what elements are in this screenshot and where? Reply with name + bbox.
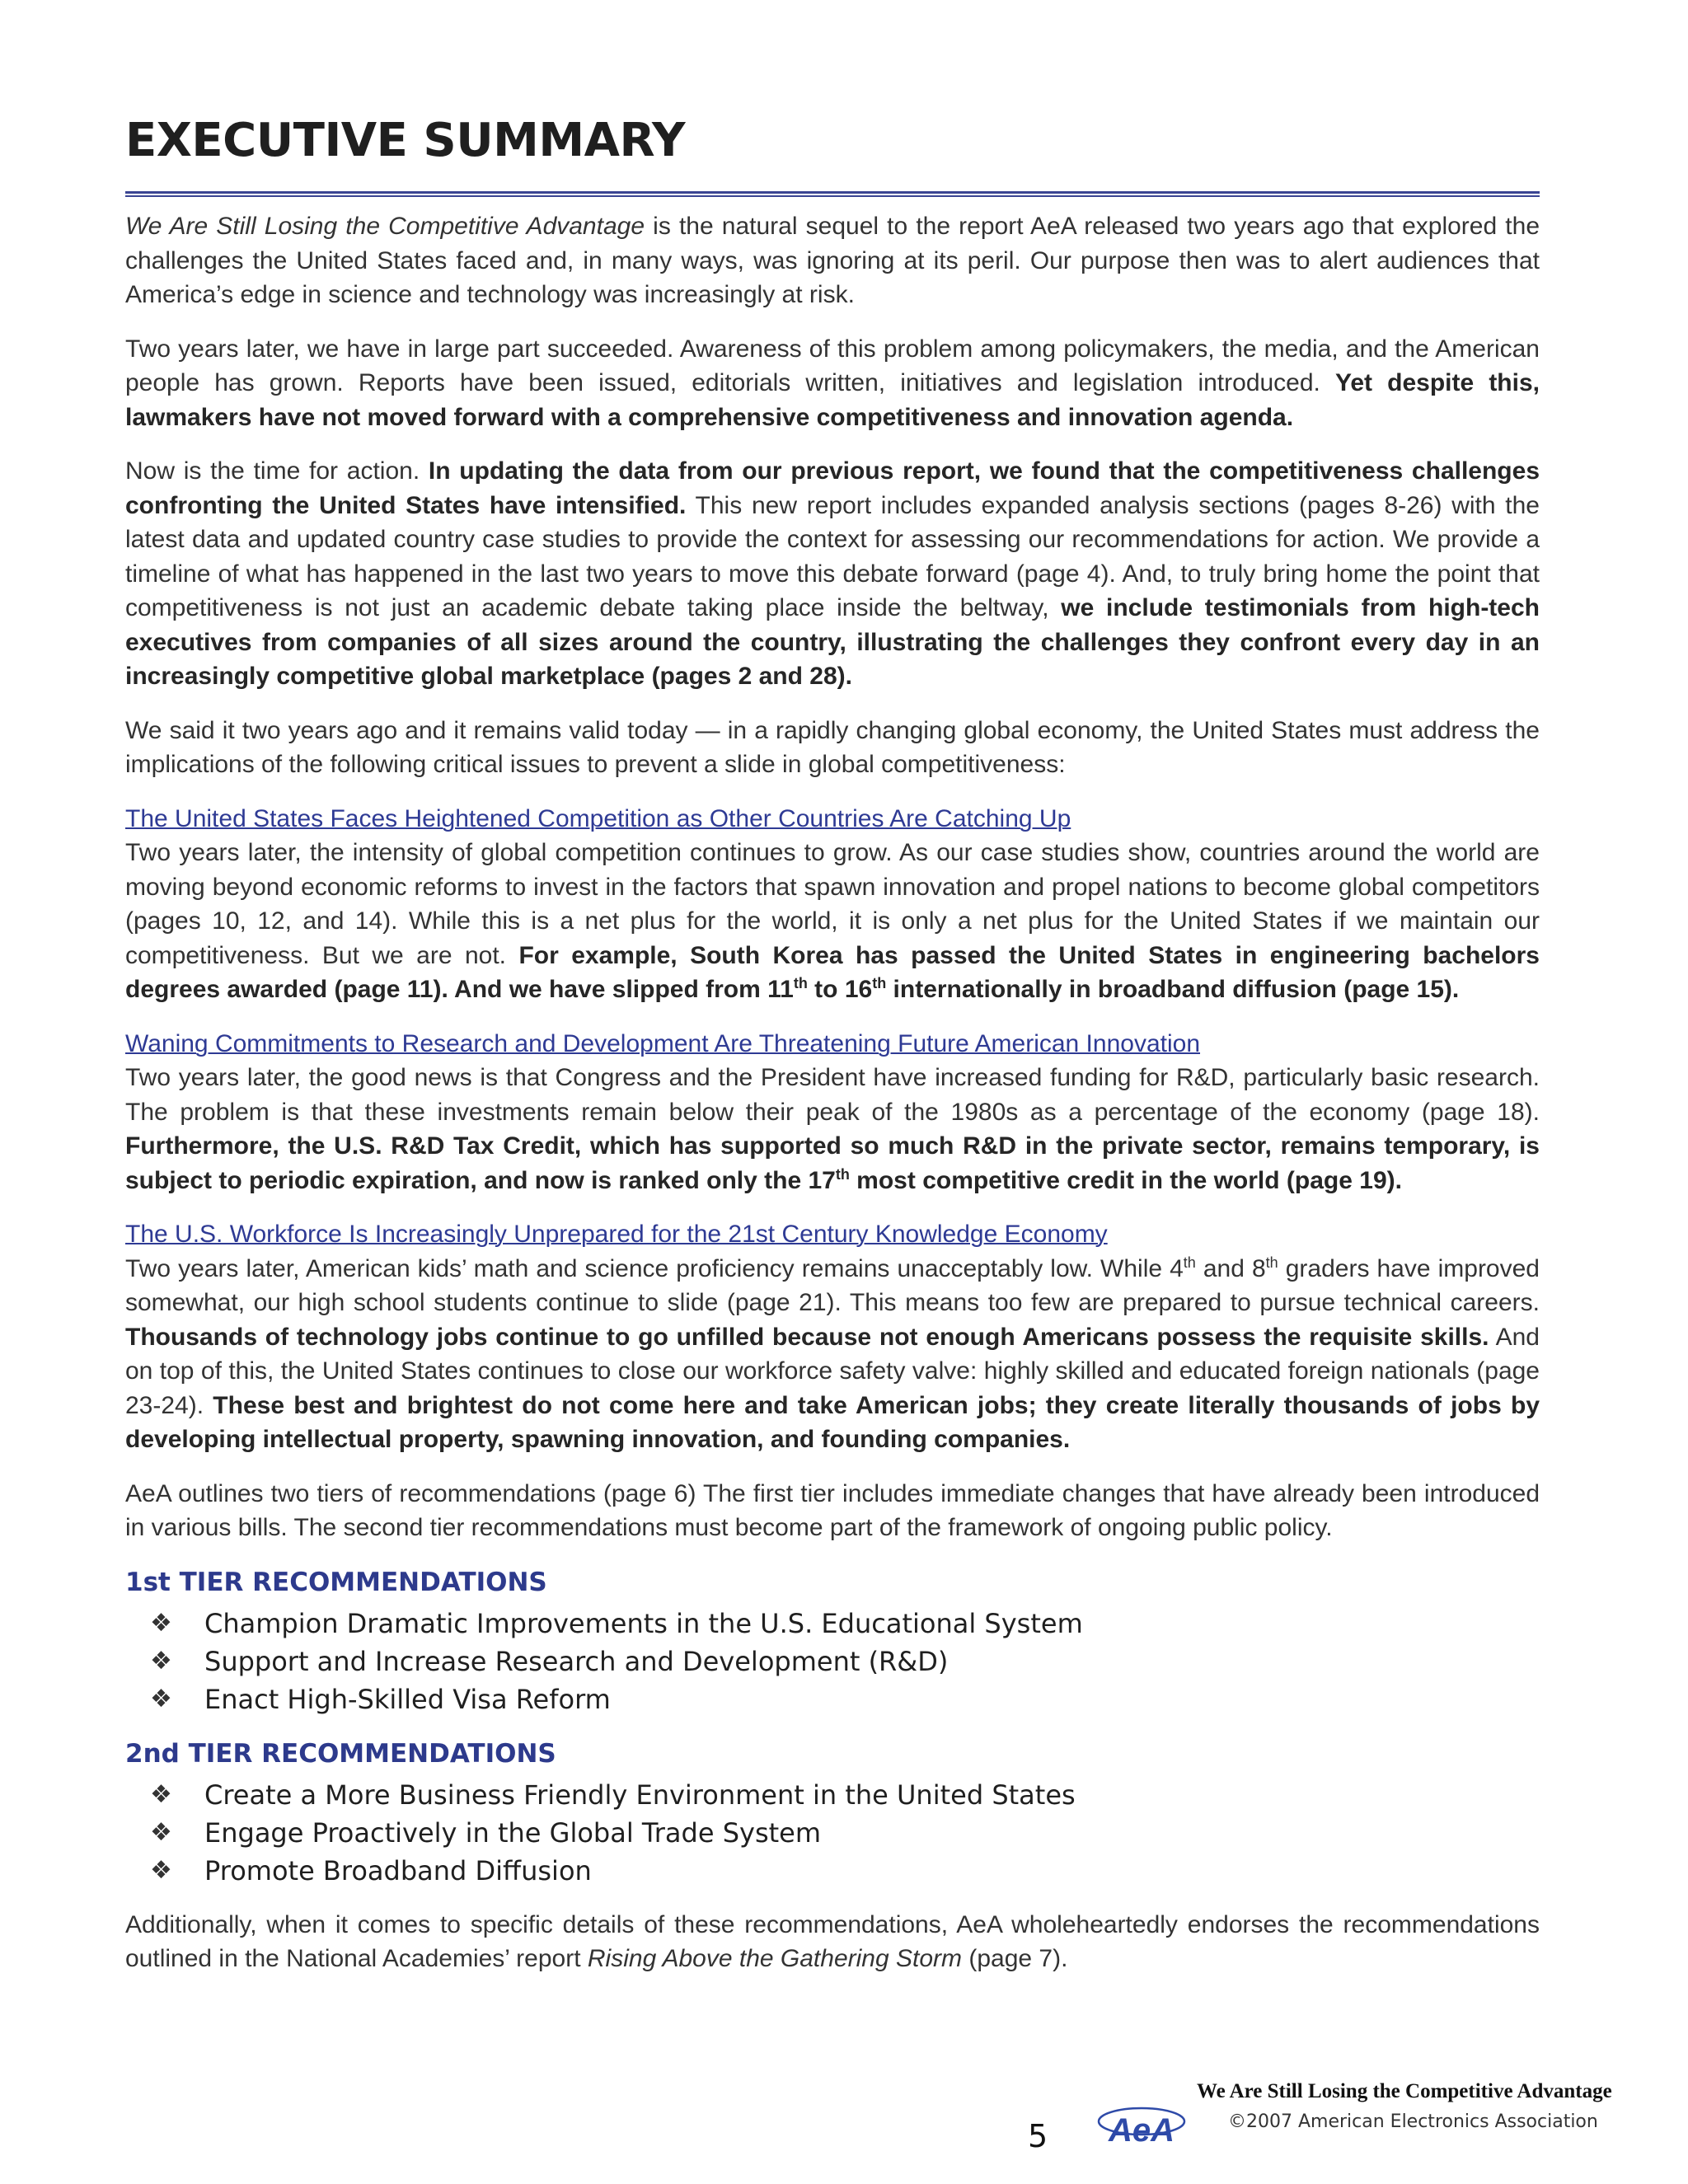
text-span: For example, South Korea has passed the United States in engineering bachelors degrees awarded (page 11). And we have slipped from 11	[125, 941, 1540, 1003]
list-item	[125, 1776, 1540, 1814]
tier1-list	[125, 1605, 1540, 1718]
bold-span: Yet despite this, lawmakers have not moved forward with a comprehensive competitiveness and innovation agenda.	[125, 369, 1540, 431]
page-title: EXECUTIVE SUMMARY	[125, 114, 686, 167]
list-item-label: Support and Increase Research and Development (R&D)	[204, 1645, 949, 1677]
text-span: Two years later, the intensity of global competition continues to grow. As our case studies show, countries around the world are moving beyond economic reforms to invest in the factors that spawn innovation and propel nations to become global competitors (pages 10, 12, and 14). While this is a net plus for the world, it is only a net plus for the United States if we maintain our competitiveness. But we are not.	[125, 839, 1540, 969]
body-text	[125, 209, 1540, 1996]
superscript: th	[1183, 1254, 1196, 1271]
diamond-bullet-icon: ❖	[150, 1779, 172, 1809]
list-item-label: Champion Dramatic Improvements in the U.S. Educational System	[204, 1607, 1083, 1639]
italic-span: Rising Above the Gathering Storm	[587, 1945, 963, 1972]
text-span: Two years later, the good news is that Congress and the President have increased funding for R&D, particularly basic research. The problem is that these investments remain below their peak of the 1980s as a percentage of the economy (page 18).	[125, 1064, 1540, 1126]
page-number: 5	[1028, 2118, 1048, 2154]
tier2-list	[125, 1776, 1540, 1890]
closing-paragraph	[125, 1908, 1540, 1976]
report-title-italic: We Are Still Losing the Competitive Advantage	[125, 213, 645, 240]
section-paragraph-competition	[125, 836, 1540, 1007]
list-item-label: Engage Proactively in the Global Trade System	[204, 1816, 822, 1849]
section-heading-competition[interactable]: The United States Faces Heightened Competition as Other Countries Are Catching Up	[125, 804, 1071, 832]
footer-report-title: We Are Still Losing the Competitive Advantage	[1197, 2080, 1612, 2102]
text-span: Now is the time for action.	[125, 457, 429, 485]
intro-paragraph-3	[125, 454, 1540, 694]
bold-span: we include testimonials from high-tech executives from companies of all sizes around the country, illustrating the challenges they confront every day in an increasingly competitive global marketplace (pages 2 and 28).	[125, 594, 1540, 690]
text-span: Two years later, we have in large part succeeded. Awareness of this problem among policymakers, the media, and the American people has grown. Reports have been issued, editorials written, initiatives and legislation introduced.	[125, 335, 1540, 396]
section-heading-rd[interactable]: Waning Commitments to Research and Development Are Threatening Future American Innovation	[125, 1029, 1201, 1057]
text-span: is the natural sequel to the report AeA released two years ago that explored the challenges the United States faced and, in many ways, was ignoring at its peril. Our purpose then was to alert audiences that America’s edge in science and technology was increasingly at risk.	[125, 213, 1540, 308]
diamond-bullet-icon: ❖	[150, 1684, 172, 1713]
superscript: th	[835, 1165, 850, 1183]
tier1-heading: 1st TIER RECOMMENDATIONS	[125, 1567, 547, 1597]
tiers-intro-paragraph: AeA outlines two tiers of recommendations (page 6) The first tier includes immediate changes that have already been introduced in various bills. The second tier recommendations must become part of the framework of ongoing public policy.	[125, 1479, 1540, 1541]
superscript: th	[793, 975, 808, 991]
section-paragraph-workforce	[125, 1252, 1540, 1457]
title-rule	[125, 191, 1540, 197]
list-item-label: Enact High-Skilled Visa Reform	[204, 1683, 611, 1715]
section-paragraph-rd	[125, 1061, 1540, 1197]
text-span: to 16	[807, 976, 873, 1003]
superscript: th	[872, 975, 887, 991]
diamond-bullet-icon: ❖	[150, 1855, 172, 1885]
bold-span: In updating the data from our previous report, we found that the competitiveness challenges confronting the United States have intensified.	[125, 457, 1540, 519]
list-item	[125, 1605, 1540, 1643]
diamond-bullet-icon: ❖	[150, 1646, 172, 1675]
bold-span: These best and brightest do not come here and take American jobs; they create literally thousands of jobs by developing intellectual property, spawning innovation, and founding companies.	[125, 1391, 1540, 1453]
list-item-label: Create a More Business Friendly Environment in the United States	[204, 1779, 1076, 1811]
text-span: internationally in broadband diffusion (page 15).	[886, 976, 1460, 1003]
text-span: Additionally, when it comes to specific details of these recommendations, AeA wholeheartedly endorses the recommendations outlined in the National Academies’ report	[125, 1910, 1540, 1972]
intro-paragraph-1	[125, 209, 1540, 312]
text-span: (page 7).	[962, 1945, 1068, 1972]
list-item	[125, 1643, 1540, 1680]
footer-copyright: ©2007 American Electronics Association	[1228, 2111, 1598, 2132]
text-span: Two years later, American kids’ math and science proficiency remains unacceptably low. While 4	[125, 1254, 1184, 1282]
list-item	[125, 1852, 1540, 1890]
list-item	[125, 1814, 1540, 1852]
bold-span	[125, 1132, 1540, 1194]
aea-logo-icon	[1092, 2102, 1191, 2151]
section-heading-workforce[interactable]: The U.S. Workforce Is Increasingly Unprepared for the 21st Century Knowledge Economy	[125, 1221, 1108, 1248]
logo-text: AeA	[1108, 2112, 1175, 2149]
text-span: Furthermore, the U.S. R&D Tax Credit, which has supported so much R&D in the private sector, remains temporary, is subject to periodic expiration, and now is ranked only the 17	[125, 1132, 1540, 1194]
text-span: This new report includes expanded analysis sections (pages 8-26) with the latest data and updated country case studies to provide the context for assessing our recommendations for action. We provide a timeline of what has happened in the last two years to move this debate forward (page 4). And, to truly bring home the point that competitiveness is not just an academic debate taking place inside the beltway,	[125, 491, 1540, 621]
diamond-bullet-icon: ❖	[150, 1608, 172, 1638]
text-span: And on top of this, the United States continues to close our workforce safety valve: highly skilled and educated foreign nationals (page 23-24).	[125, 1323, 1540, 1419]
list-item	[125, 1680, 1540, 1718]
superscript: th	[1265, 1254, 1278, 1271]
text-span: most competitive credit in the world (page 19).	[849, 1166, 1402, 1194]
tier2-heading: 2nd TIER RECOMMENDATIONS	[125, 1738, 556, 1769]
text-span: and 8	[1195, 1254, 1266, 1282]
bold-span: Thousands of technology jobs continue to go unfilled because not enough Americans possess the requisite skills.	[125, 1323, 1489, 1351]
text-span: graders have improved somewhat, our high school students continue to slide (page 21). This means too few are prepared to pursue technical careers.	[125, 1254, 1540, 1316]
list-item-label: Promote Broadband Diffusion	[204, 1854, 592, 1886]
intro-paragraph-4: We said it two years ago and it remains valid today — in a rapidly changing global economy, the United States must address the implications of the following critical issues to prevent a slide in global competitiveness:	[125, 716, 1540, 778]
intro-paragraph-2	[125, 332, 1540, 435]
diamond-bullet-icon: ❖	[150, 1817, 172, 1847]
